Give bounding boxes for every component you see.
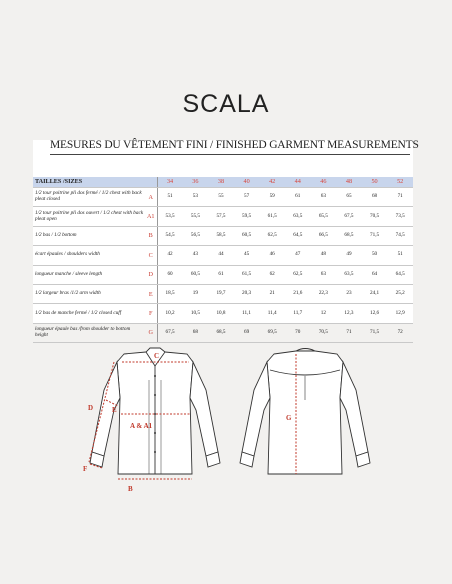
row-value: 70 (285, 323, 311, 342)
label-e: E (112, 406, 117, 414)
row-value: 12,6 (362, 304, 388, 323)
row-value: 12,9 (387, 304, 413, 323)
row-value: 65,5 (311, 207, 337, 226)
row-value: 69 (234, 323, 260, 342)
row-value: 66,5 (311, 226, 337, 245)
row-value: 45 (234, 246, 260, 265)
front-right-sleeve (190, 362, 218, 456)
size-header-cell: 52 (387, 177, 413, 188)
row-value: 53,5 (157, 207, 183, 226)
label-a-a1: A & A1 (130, 422, 153, 430)
row-value: 18,5 (157, 284, 183, 303)
row-value: 64 (362, 265, 388, 284)
row-value: 47 (285, 246, 311, 265)
row-value: 10,8 (208, 304, 234, 323)
row-value: 55,5 (183, 207, 209, 226)
table-row (33, 265, 413, 284)
row-value: 68,5 (336, 226, 362, 245)
size-header-cell: 36 (183, 177, 209, 188)
row-label: 1/2 largeur bras /1/2 arm width (33, 284, 145, 303)
back-body (267, 351, 343, 474)
row-value: 61,5 (259, 207, 285, 226)
label-g: G (286, 414, 292, 422)
row-value: 60 (157, 265, 183, 284)
label-f: F (83, 465, 88, 473)
row-value: 46 (259, 246, 285, 265)
row-code: A1 (145, 207, 157, 226)
row-value: 56,5 (183, 226, 209, 245)
row-value: 51 (387, 246, 413, 265)
garment-flat-sketch (0, 340, 452, 500)
row-value: 61 (208, 265, 234, 284)
row-value: 63,5 (336, 265, 362, 284)
row-code: A (145, 188, 157, 207)
row-value: 57 (234, 188, 260, 207)
row-value: 20,3 (234, 284, 260, 303)
row-value: 11,7 (285, 304, 311, 323)
row-value: 60,5 (183, 265, 209, 284)
row-value: 63 (311, 188, 337, 207)
table-row (33, 284, 413, 303)
row-value: 67,5 (336, 207, 362, 226)
row-value: 64,5 (285, 226, 311, 245)
table-row (33, 246, 413, 265)
row-value: 68 (183, 323, 209, 342)
row-value: 71 (336, 323, 362, 342)
back-right-sleeve (340, 362, 368, 456)
row-value: 57,5 (208, 207, 234, 226)
row-value: 22,3 (311, 284, 337, 303)
size-header-cell: 38 (208, 177, 234, 188)
row-label: 1/2 tour poitrine pli dos fermé / 1/2 chest with back pleat closed (33, 188, 145, 207)
row-value: 71,5 (362, 323, 388, 342)
row-value: 55 (208, 188, 234, 207)
row-value: 69,5 (259, 323, 285, 342)
row-value: 61 (285, 188, 311, 207)
sizes-header-row (33, 177, 413, 188)
row-value: 64,5 (387, 265, 413, 284)
shirt-front (90, 348, 220, 474)
size-header-cell: 44 (285, 177, 311, 188)
measurements-heading: MESURES DU VÊTEMENT FINI / FINISHED GARMENT MEASUREMENTS (50, 139, 419, 151)
row-value: 68,5 (208, 323, 234, 342)
row-value: 63 (311, 265, 337, 284)
label-d: D (88, 404, 94, 412)
row-value: 23 (336, 284, 362, 303)
sizes-code-blank (145, 177, 157, 188)
size-header-cell: 42 (259, 177, 285, 188)
table-row (33, 188, 413, 207)
row-value: 42 (157, 246, 183, 265)
size-header-cell: 46 (311, 177, 337, 188)
row-value: 43 (183, 246, 209, 265)
row-value: 74,5 (387, 226, 413, 245)
row-value: 44 (208, 246, 234, 265)
row-value: 62,5 (259, 226, 285, 245)
size-header-cell: 40 (234, 177, 260, 188)
sizes-label: TAILLES /SIZES (33, 177, 145, 188)
table-row (33, 207, 413, 226)
row-value: 19,7 (208, 284, 234, 303)
row-value: 25,2 (387, 284, 413, 303)
row-value: 12 (311, 304, 337, 323)
row-value: 61,5 (234, 265, 260, 284)
row-value: 60,5 (234, 226, 260, 245)
row-label: 1/2 tour poitrine pli dos ouvert / 1/2 chest with back pleat open (33, 207, 145, 226)
row-value: 50 (362, 246, 388, 265)
row-value: 62 (259, 265, 285, 284)
row-value: 21 (259, 284, 285, 303)
row-code: G (145, 323, 157, 342)
shirt-back (240, 349, 370, 475)
heading-rule (50, 154, 410, 155)
label-b: B (128, 485, 133, 493)
row-value: 19 (183, 284, 209, 303)
row-value: 67,5 (157, 323, 183, 342)
row-value: 12,3 (336, 304, 362, 323)
size-header-cell: 48 (336, 177, 362, 188)
row-value: 72 (387, 323, 413, 342)
measurements-table (33, 177, 413, 343)
table-row (33, 226, 413, 245)
row-value: 53 (183, 188, 209, 207)
row-value: 48 (311, 246, 337, 265)
row-value: 59,5 (234, 207, 260, 226)
row-code: F (145, 304, 157, 323)
row-value: 73,5 (387, 207, 413, 226)
row-label: écart épaules / shoulders width (33, 246, 145, 265)
row-value: 10,5 (183, 304, 209, 323)
row-code: C (145, 246, 157, 265)
row-value: 71 (387, 188, 413, 207)
row-value: 11,4 (259, 304, 285, 323)
row-value: 71,5 (362, 226, 388, 245)
row-value: 10,2 (157, 304, 183, 323)
row-value: 11,1 (234, 304, 260, 323)
row-value: 58,5 (208, 226, 234, 245)
row-value: 70,5 (362, 207, 388, 226)
row-value: 70,5 (311, 323, 337, 342)
row-label: longueur manche / sleeve length (33, 265, 145, 284)
row-value: 59 (259, 188, 285, 207)
size-header-cell: 50 (362, 177, 388, 188)
measurements-table-body (33, 177, 413, 343)
back-left-sleeve (242, 362, 270, 456)
row-value: 21,6 (285, 284, 311, 303)
row-code: E (145, 284, 157, 303)
row-code: D (145, 265, 157, 284)
row-value: 63,5 (285, 207, 311, 226)
row-label: 1/2 bas / 1/2 bottom (33, 226, 145, 245)
row-value: 68 (362, 188, 388, 207)
brand-title: SCALA (182, 90, 270, 118)
row-value: 54,5 (157, 226, 183, 245)
table-row (33, 304, 413, 323)
row-value: 49 (336, 246, 362, 265)
row-value: 65 (336, 188, 362, 207)
size-header-cell: 34 (157, 177, 183, 188)
row-value: 24,1 (362, 284, 388, 303)
row-code: B (145, 226, 157, 245)
row-value: 51 (157, 188, 183, 207)
row-label: 1/2 bas de manche fermé / 1/2 closed cuff (33, 304, 145, 323)
row-label: longueur épaule bas /from shoulder to bottom height (33, 323, 145, 342)
label-c: C (154, 352, 160, 360)
row-value: 62,5 (285, 265, 311, 284)
